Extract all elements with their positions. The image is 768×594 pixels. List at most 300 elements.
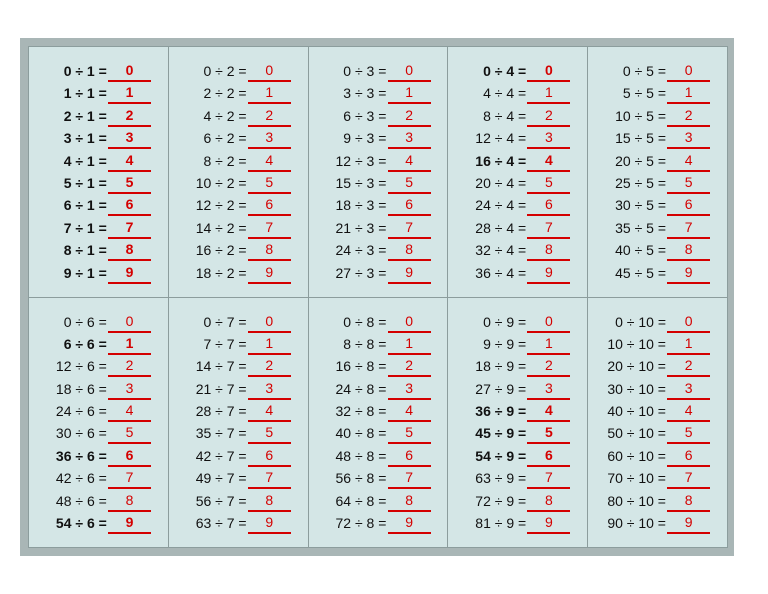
equation-row <box>29 490 168 512</box>
equation-text: 21 ÷ 7 = <box>195 380 247 397</box>
equation-row <box>309 60 448 82</box>
equation-text: 0 ÷ 6 = <box>63 313 107 330</box>
answer-blank: 3 <box>248 127 291 149</box>
equation-text: 18 ÷ 9 = <box>475 358 527 375</box>
answer-blank: 8 <box>388 490 431 512</box>
equation-row <box>588 445 727 467</box>
equation-row <box>309 333 448 355</box>
answer-blank: 8 <box>248 239 291 261</box>
equation-text: 20 ÷ 10 = <box>607 358 666 375</box>
equation-text: 49 ÷ 7 = <box>195 470 247 487</box>
equation-row <box>588 194 727 216</box>
answer-blank: 8 <box>108 490 151 512</box>
equation-row <box>169 194 308 216</box>
equation-text: 6 ÷ 2 = <box>203 130 247 147</box>
equation-text: 24 ÷ 6 = <box>55 403 107 420</box>
answer-blank: 3 <box>667 127 710 149</box>
answer-blank: 4 <box>667 400 710 422</box>
equation-row <box>448 262 587 284</box>
equation-text: 60 ÷ 10 = <box>607 447 666 464</box>
division-table-sheet <box>20 38 734 556</box>
equation-text: 0 ÷ 2 = <box>203 63 247 79</box>
answer-blank: 0 <box>248 311 291 333</box>
answer-blank: 5 <box>108 422 151 444</box>
equation-row <box>29 60 168 82</box>
equation-text: 0 ÷ 5 = <box>622 63 666 79</box>
equation-row <box>448 194 587 216</box>
equation-row <box>29 172 168 194</box>
answer-blank: 9 <box>527 512 570 534</box>
answer-blank: 5 <box>527 422 570 444</box>
equation-row <box>588 127 727 149</box>
equation-row <box>309 105 448 127</box>
answer-blank: 4 <box>108 400 151 422</box>
equation-text: 28 ÷ 4 = <box>475 219 527 236</box>
equation-text: 70 ÷ 10 = <box>607 470 666 487</box>
answer-blank: 7 <box>527 467 570 489</box>
equation-row <box>169 239 308 261</box>
answer-blank: 9 <box>248 512 291 534</box>
answer-blank: 6 <box>108 194 151 216</box>
equation-row <box>29 217 168 239</box>
equation-text: 40 ÷ 10 = <box>607 403 666 420</box>
equation-text: 3 ÷ 1 = <box>63 130 107 147</box>
equation-row <box>169 82 308 104</box>
equation-text: 72 ÷ 9 = <box>475 492 527 509</box>
answer-blank: 1 <box>108 333 151 355</box>
equation-row <box>309 490 448 512</box>
equation-row <box>448 311 587 333</box>
equation-text: 9 ÷ 1 = <box>63 264 107 281</box>
answer-blank: 3 <box>108 378 151 400</box>
equation-row <box>169 445 308 467</box>
equation-text: 14 ÷ 7 = <box>195 358 247 375</box>
equation-row <box>448 355 587 377</box>
answer-blank: 2 <box>108 105 151 127</box>
equation-text: 0 ÷ 10 = <box>615 313 666 330</box>
answer-blank: 0 <box>667 60 710 82</box>
equation-text: 20 ÷ 5 = <box>615 152 666 169</box>
equation-row <box>309 355 448 377</box>
answer-blank: 8 <box>667 239 710 261</box>
equation-text: 12 ÷ 4 = <box>475 130 527 147</box>
equation-text: 40 ÷ 8 = <box>335 425 387 442</box>
equation-row <box>309 262 448 284</box>
equation-text: 7 ÷ 7 = <box>203 335 247 352</box>
answer-blank: 9 <box>108 512 151 534</box>
equation-text: 6 ÷ 6 = <box>63 335 107 352</box>
equation-row <box>309 311 448 333</box>
equation-text: 30 ÷ 10 = <box>607 380 666 397</box>
answer-blank: 7 <box>667 217 710 239</box>
division-block-1 <box>29 47 168 297</box>
equation-row <box>29 82 168 104</box>
answer-blank: 1 <box>108 82 151 104</box>
answer-blank: 4 <box>527 400 570 422</box>
answer-blank: 7 <box>388 217 431 239</box>
division-block-2 <box>169 47 308 297</box>
equation-text: 90 ÷ 10 = <box>607 515 666 532</box>
answer-blank: 7 <box>388 467 431 489</box>
equation-text: 45 ÷ 9 = <box>475 425 527 442</box>
equation-text: 81 ÷ 9 = <box>475 515 527 532</box>
answer-blank: 8 <box>527 239 570 261</box>
equation-row <box>588 60 727 82</box>
equation-row <box>588 262 727 284</box>
answer-blank: 5 <box>248 172 291 194</box>
answer-blank: 7 <box>527 217 570 239</box>
equation-row <box>29 262 168 284</box>
equation-text: 36 ÷ 4 = <box>475 264 527 281</box>
equation-row <box>29 467 168 489</box>
answer-blank: 0 <box>108 60 151 82</box>
equation-text: 18 ÷ 2 = <box>195 264 247 281</box>
equation-text: 16 ÷ 2 = <box>195 242 247 259</box>
equation-text: 45 ÷ 5 = <box>615 264 666 281</box>
equation-row <box>29 445 168 467</box>
answer-blank: 6 <box>248 194 291 216</box>
equation-text: 28 ÷ 7 = <box>195 403 247 420</box>
division-block-3 <box>309 47 448 297</box>
answer-blank: 8 <box>108 239 151 261</box>
equation-row <box>448 467 587 489</box>
equation-text: 40 ÷ 5 = <box>615 242 666 259</box>
equation-text: 30 ÷ 5 = <box>615 197 666 214</box>
equation-text: 72 ÷ 8 = <box>335 515 387 532</box>
answer-blank: 0 <box>388 60 431 82</box>
equation-text: 18 ÷ 3 = <box>335 197 387 214</box>
equation-row <box>309 239 448 261</box>
equation-row <box>309 217 448 239</box>
equation-text: 24 ÷ 4 = <box>475 197 527 214</box>
equation-row <box>169 172 308 194</box>
equation-text: 25 ÷ 5 = <box>615 174 666 191</box>
answer-blank: 2 <box>527 355 570 377</box>
equation-text: 27 ÷ 9 = <box>475 380 527 397</box>
answer-blank: 8 <box>667 490 710 512</box>
equation-text: 6 ÷ 3 = <box>343 107 387 124</box>
division-table-grid <box>28 46 728 548</box>
equation-text: 16 ÷ 8 = <box>335 358 387 375</box>
answer-blank: 9 <box>248 262 291 284</box>
equation-row <box>169 217 308 239</box>
equation-text: 56 ÷ 7 = <box>195 492 247 509</box>
answer-blank: 1 <box>248 82 291 104</box>
equation-text: 4 ÷ 1 = <box>63 152 107 169</box>
equation-row <box>588 333 727 355</box>
equation-text: 63 ÷ 7 = <box>195 515 247 532</box>
answer-blank: 3 <box>527 127 570 149</box>
answer-blank: 4 <box>248 400 291 422</box>
equation-text: 2 ÷ 1 = <box>63 107 107 124</box>
equation-row <box>448 445 587 467</box>
equation-row <box>169 378 308 400</box>
equation-row <box>448 105 587 127</box>
equation-row <box>29 127 168 149</box>
answer-blank: 6 <box>388 445 431 467</box>
answer-blank: 5 <box>667 422 710 444</box>
equation-row <box>169 60 308 82</box>
equation-row <box>29 400 168 422</box>
answer-blank: 1 <box>667 333 710 355</box>
equation-row <box>169 105 308 127</box>
equation-row <box>29 105 168 127</box>
equation-row <box>169 512 308 534</box>
equation-row <box>588 355 727 377</box>
equation-text: 36 ÷ 9 = <box>475 403 527 420</box>
answer-blank: 1 <box>388 333 431 355</box>
equation-text: 12 ÷ 3 = <box>335 152 387 169</box>
answer-blank: 7 <box>108 217 151 239</box>
equation-row <box>29 311 168 333</box>
equation-row <box>29 194 168 216</box>
answer-blank: 8 <box>388 239 431 261</box>
answer-blank: 6 <box>248 445 291 467</box>
answer-blank: 6 <box>108 445 151 467</box>
equation-row <box>309 467 448 489</box>
equation-row <box>448 172 587 194</box>
equation-row <box>169 333 308 355</box>
equation-row <box>169 355 308 377</box>
answer-blank: 2 <box>527 105 570 127</box>
equation-row <box>588 422 727 444</box>
equation-row <box>588 490 727 512</box>
answer-blank: 3 <box>388 127 431 149</box>
equation-row <box>29 355 168 377</box>
answer-blank: 3 <box>527 378 570 400</box>
division-block-6 <box>29 298 168 548</box>
equation-text: 15 ÷ 5 = <box>615 130 666 147</box>
answer-blank: 0 <box>108 311 151 333</box>
division-block-10 <box>588 298 727 548</box>
equation-row <box>29 239 168 261</box>
equation-row <box>588 150 727 172</box>
answer-blank: 5 <box>667 172 710 194</box>
answer-blank: 3 <box>108 127 151 149</box>
equation-text: 7 ÷ 1 = <box>63 219 107 236</box>
equation-text: 0 ÷ 9 = <box>483 313 527 330</box>
equation-text: 12 ÷ 2 = <box>195 197 247 214</box>
equation-text: 35 ÷ 7 = <box>195 425 247 442</box>
equation-row <box>169 150 308 172</box>
equation-row <box>448 490 587 512</box>
equation-row <box>588 105 727 127</box>
equation-row <box>309 400 448 422</box>
answer-blank: 4 <box>667 150 710 172</box>
equation-row <box>588 467 727 489</box>
answer-blank: 9 <box>667 262 710 284</box>
equation-text: 4 ÷ 2 = <box>203 107 247 124</box>
equation-text: 14 ÷ 2 = <box>195 219 247 236</box>
equation-row <box>588 217 727 239</box>
equation-text: 15 ÷ 3 = <box>335 174 387 191</box>
equation-text: 32 ÷ 4 = <box>475 242 527 259</box>
division-block-5 <box>588 47 727 297</box>
equation-text: 0 ÷ 3 = <box>343 63 387 79</box>
equation-row <box>309 127 448 149</box>
answer-blank: 0 <box>667 311 710 333</box>
answer-blank: 9 <box>527 262 570 284</box>
equation-text: 20 ÷ 4 = <box>475 174 527 191</box>
answer-blank: 6 <box>527 194 570 216</box>
equation-text: 18 ÷ 6 = <box>55 380 107 397</box>
equation-text: 50 ÷ 10 = <box>607 425 666 442</box>
equation-text: 12 ÷ 6 = <box>55 358 107 375</box>
answer-blank: 6 <box>527 445 570 467</box>
equation-text: 0 ÷ 8 = <box>343 313 387 330</box>
answer-blank: 2 <box>667 105 710 127</box>
answer-blank: 2 <box>388 105 431 127</box>
answer-blank: 3 <box>667 378 710 400</box>
equation-text: 56 ÷ 8 = <box>335 470 387 487</box>
answer-blank: 6 <box>388 194 431 216</box>
answer-blank: 1 <box>527 333 570 355</box>
equation-text: 4 ÷ 4 = <box>483 85 527 102</box>
answer-blank: 5 <box>388 172 431 194</box>
equation-text: 8 ÷ 8 = <box>343 335 387 352</box>
answer-blank: 1 <box>667 82 710 104</box>
equation-text: 54 ÷ 9 = <box>475 447 527 464</box>
equation-text: 80 ÷ 10 = <box>607 492 666 509</box>
division-block-4 <box>448 47 587 297</box>
equation-row <box>309 172 448 194</box>
equation-text: 8 ÷ 2 = <box>203 152 247 169</box>
equation-row <box>309 194 448 216</box>
equation-text: 54 ÷ 6 = <box>55 515 107 532</box>
equation-text: 1 ÷ 1 = <box>63 85 107 102</box>
equation-row <box>29 150 168 172</box>
answer-blank: 2 <box>248 355 291 377</box>
answer-blank: 7 <box>667 467 710 489</box>
equation-row <box>588 378 727 400</box>
equation-text: 10 ÷ 5 = <box>615 107 666 124</box>
answer-blank: 2 <box>248 105 291 127</box>
equation-text: 42 ÷ 7 = <box>195 447 247 464</box>
equation-text: 27 ÷ 3 = <box>335 264 387 281</box>
equation-row <box>309 445 448 467</box>
equation-text: 10 ÷ 10 = <box>607 335 666 352</box>
answer-blank: 4 <box>527 150 570 172</box>
equation-text: 2 ÷ 2 = <box>203 85 247 102</box>
answer-blank: 7 <box>108 467 151 489</box>
answer-blank: 0 <box>527 311 570 333</box>
equation-row <box>169 127 308 149</box>
equation-row <box>309 422 448 444</box>
equation-row <box>169 490 308 512</box>
answer-blank: 8 <box>527 490 570 512</box>
answer-blank: 2 <box>108 355 151 377</box>
answer-blank: 7 <box>248 217 291 239</box>
equation-text: 9 ÷ 9 = <box>483 335 527 352</box>
equation-text: 36 ÷ 6 = <box>55 447 107 464</box>
equation-text: 24 ÷ 3 = <box>335 242 387 259</box>
answer-blank: 6 <box>667 445 710 467</box>
equation-row <box>29 512 168 534</box>
equation-row <box>448 333 587 355</box>
equation-text: 0 ÷ 4 = <box>483 63 527 79</box>
answer-blank: 2 <box>388 355 431 377</box>
equation-row <box>588 82 727 104</box>
equation-text: 3 ÷ 3 = <box>343 85 387 102</box>
equation-row <box>448 82 587 104</box>
equation-text: 8 ÷ 1 = <box>63 242 107 259</box>
answer-blank: 4 <box>388 400 431 422</box>
equation-text: 5 ÷ 5 = <box>622 85 666 102</box>
equation-row <box>588 512 727 534</box>
answer-blank: 1 <box>248 333 291 355</box>
answer-blank: 5 <box>248 422 291 444</box>
answer-blank: 4 <box>108 150 151 172</box>
answer-blank: 4 <box>248 150 291 172</box>
answer-blank: 1 <box>388 82 431 104</box>
equation-text: 21 ÷ 3 = <box>335 219 387 236</box>
equation-row <box>169 400 308 422</box>
answer-blank: 8 <box>248 490 291 512</box>
equation-text: 32 ÷ 8 = <box>335 403 387 420</box>
equation-text: 16 ÷ 4 = <box>475 152 527 169</box>
answer-blank: 5 <box>527 172 570 194</box>
answer-blank: 9 <box>667 512 710 534</box>
answer-blank: 9 <box>388 262 431 284</box>
answer-blank: 3 <box>388 378 431 400</box>
equation-row <box>309 378 448 400</box>
equation-row <box>448 127 587 149</box>
equation-row <box>169 311 308 333</box>
equation-row <box>29 333 168 355</box>
equation-row <box>169 262 308 284</box>
equation-row <box>309 512 448 534</box>
answer-blank: 6 <box>667 194 710 216</box>
equation-row <box>448 217 587 239</box>
equation-row <box>448 400 587 422</box>
answer-blank: 2 <box>667 355 710 377</box>
equation-text: 24 ÷ 8 = <box>335 380 387 397</box>
equation-text: 0 ÷ 7 = <box>203 313 247 330</box>
equation-row <box>309 82 448 104</box>
answer-blank: 0 <box>527 60 570 82</box>
equation-text: 48 ÷ 6 = <box>55 492 107 509</box>
equation-text: 35 ÷ 5 = <box>615 219 666 236</box>
division-block-7 <box>169 298 308 548</box>
equation-row <box>588 172 727 194</box>
equation-row <box>29 422 168 444</box>
equation-text: 63 ÷ 9 = <box>475 470 527 487</box>
equation-text: 0 ÷ 1 = <box>63 63 107 79</box>
equation-row <box>169 467 308 489</box>
equation-row <box>309 150 448 172</box>
equation-row <box>588 311 727 333</box>
equation-row <box>169 422 308 444</box>
equation-row <box>588 400 727 422</box>
answer-blank: 9 <box>108 262 151 284</box>
answer-blank: 7 <box>248 467 291 489</box>
answer-blank: 5 <box>108 172 151 194</box>
equation-row <box>448 512 587 534</box>
equation-text: 42 ÷ 6 = <box>55 470 107 487</box>
answer-blank: 0 <box>388 311 431 333</box>
equation-text: 64 ÷ 8 = <box>335 492 387 509</box>
equation-text: 8 ÷ 4 = <box>483 107 527 124</box>
answer-blank: 5 <box>388 422 431 444</box>
equation-text: 10 ÷ 2 = <box>195 174 247 191</box>
equation-text: 48 ÷ 8 = <box>335 447 387 464</box>
equation-text: 6 ÷ 1 = <box>63 197 107 214</box>
equation-row <box>448 422 587 444</box>
division-block-9 <box>448 298 587 548</box>
equation-row <box>448 239 587 261</box>
answer-blank: 9 <box>388 512 431 534</box>
equation-row <box>448 378 587 400</box>
